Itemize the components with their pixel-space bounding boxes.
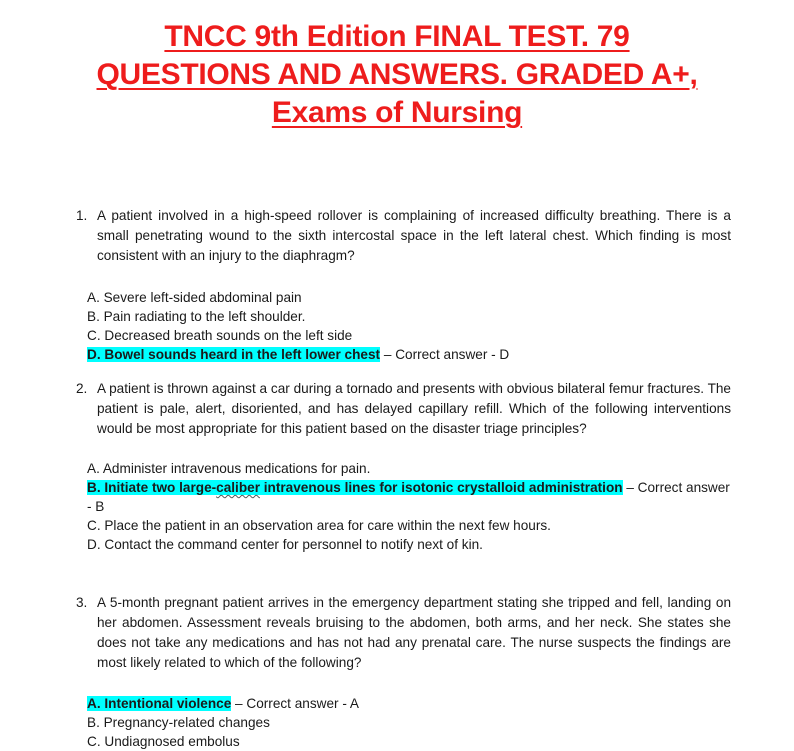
question-1-text: A patient involved in a high-speed rollover is complaining of increased difficulty breathing. There is a small penetrating wound to the sixth intercostal space in the left lateral chest. Which finding is most consistent with an injury to the diaphragm? xyxy=(97,208,731,263)
correct-answer-line xyxy=(87,345,731,364)
title-line-3: Exams of Nursing xyxy=(271,96,523,129)
correct-answer-label: – Correct answer - B xyxy=(87,480,730,514)
correct-answer-text-part1: B. Initiate two large- xyxy=(87,480,217,495)
correct-answer-highlight xyxy=(87,480,623,495)
correct-answer-text-part2: intravenous lines for isotonic crystalloid administration xyxy=(259,480,623,495)
question-2-text: A patient is thrown against a car during a tornado and presents with obvious bilateral femur fractures. The patient is pale, alert, disoriented, and has delayed capillary refill. Which of the following interventions would be most appropriate for this patient based on the disaster triage principles? xyxy=(97,381,731,436)
answer-option: A. Severe left-sided abdominal pain xyxy=(87,290,302,305)
correct-answer-label: – Correct answer - D xyxy=(380,347,510,362)
answer-option: B. Pain radiating to the left shoulder. xyxy=(87,309,306,324)
question-3-answers xyxy=(0,694,794,751)
answer-option: C. Decreased breath sounds on the left side xyxy=(87,328,353,343)
answer-option: C. Undiagnosed embolus xyxy=(87,734,240,749)
title-line-1: TNCC 9th Edition FINAL TEST. 79 xyxy=(164,20,630,53)
question-1-number: 1. xyxy=(76,208,88,223)
question-3-text: A 5-month pregnant patient arrives in the emergency department stating she tripped and fell, landing on her abdomen. Assessment reveals bruising to the abdomen, both arms, and her neck. She states she does not take any medications and has not had any prenatal care. The nurse suspects the findings are most likely related to which of the following? xyxy=(97,595,731,670)
question-3-number: 3. xyxy=(76,595,88,610)
question-3-stem xyxy=(0,593,794,673)
answer-option: C. Place the patient in an observation area for care within the next few hours. xyxy=(87,518,551,533)
correct-answer-line xyxy=(87,694,731,713)
correct-answer-highlight: D. Bowel sounds heard in the left lower chest xyxy=(87,347,381,362)
question-1-stem xyxy=(0,206,794,266)
answer-option: B. Pregnancy-related changes xyxy=(87,715,270,730)
answer-option: A. Administer intravenous medications for pain. xyxy=(87,461,371,476)
question-2-answers xyxy=(0,459,794,554)
question-1 xyxy=(0,206,794,364)
correct-answer-highlight: A. Intentional violence xyxy=(87,696,232,711)
question-2-number: 2. xyxy=(76,381,88,396)
question-2-stem xyxy=(0,379,794,439)
question-3 xyxy=(0,593,794,751)
title-line-2: QUESTIONS AND ANSWERS. GRADED A+, xyxy=(96,58,698,91)
question-2 xyxy=(0,379,794,554)
correct-answer-label: – Correct answer - A xyxy=(231,696,359,711)
correct-answer-line xyxy=(87,478,731,516)
answer-option: D. Contact the command center for personnel to notify next of kin. xyxy=(87,537,483,552)
spellcheck-word: caliber xyxy=(216,480,260,495)
document-title xyxy=(40,18,754,132)
question-1-answers xyxy=(0,288,794,364)
